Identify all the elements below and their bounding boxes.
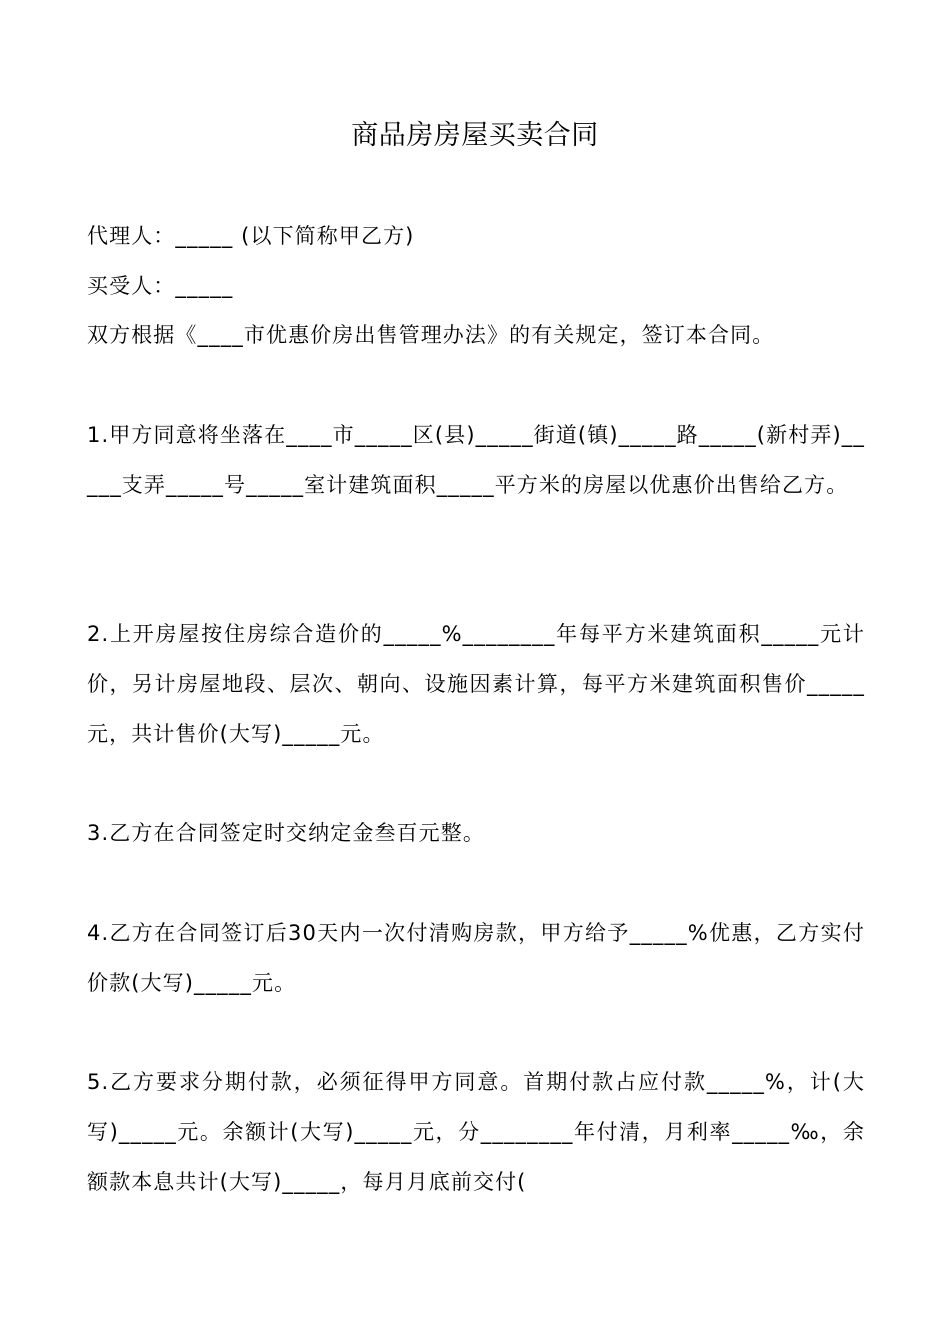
agent-line: 代理人：_____ (以下简称甲乙方) bbox=[87, 224, 415, 248]
clause-5: 5.乙方要求分期付款，必须征得甲方同意。首期付款占应付款_____%，计(大写)_____元。余额计(大写)_____元，分________年付清，月利率_____‰，余额款本息共计(大写)_____，每月月底前交付( bbox=[87, 1070, 865, 1194]
document-title: 商品房房屋买卖合同 bbox=[351, 120, 599, 151]
clause-1: 1.甲方同意将坐落在____市_____区(县)_____街道(镇)_____路_____(新村弄)_____支弄_____号_____室计建筑面积_____平方米的房屋以优惠价出售给乙方。 bbox=[87, 423, 865, 497]
clause-4: 4.乙方在合同签订后30天内一次付清购房款，甲方给予_____%优惠，乙方实付价款(大写)_____元。 bbox=[87, 921, 865, 995]
intro-paragraph: 双方根据《____市优惠价房出售管理办法》的有关规定，签订本合同。 bbox=[87, 323, 775, 347]
buyer-line: 买受人：_____ bbox=[87, 274, 234, 298]
clause-2: 2.上开房屋按住房综合造价的_____%________年每平方米建筑面积_____元计价，另计房屋地段、层次、朝向、设施因素计算，每平方米建筑面积售价_____元，共计售价(大写)_____元。 bbox=[87, 622, 865, 746]
clause-3: 3.乙方在合同签定时交纳定金叁百元整。 bbox=[87, 821, 485, 845]
